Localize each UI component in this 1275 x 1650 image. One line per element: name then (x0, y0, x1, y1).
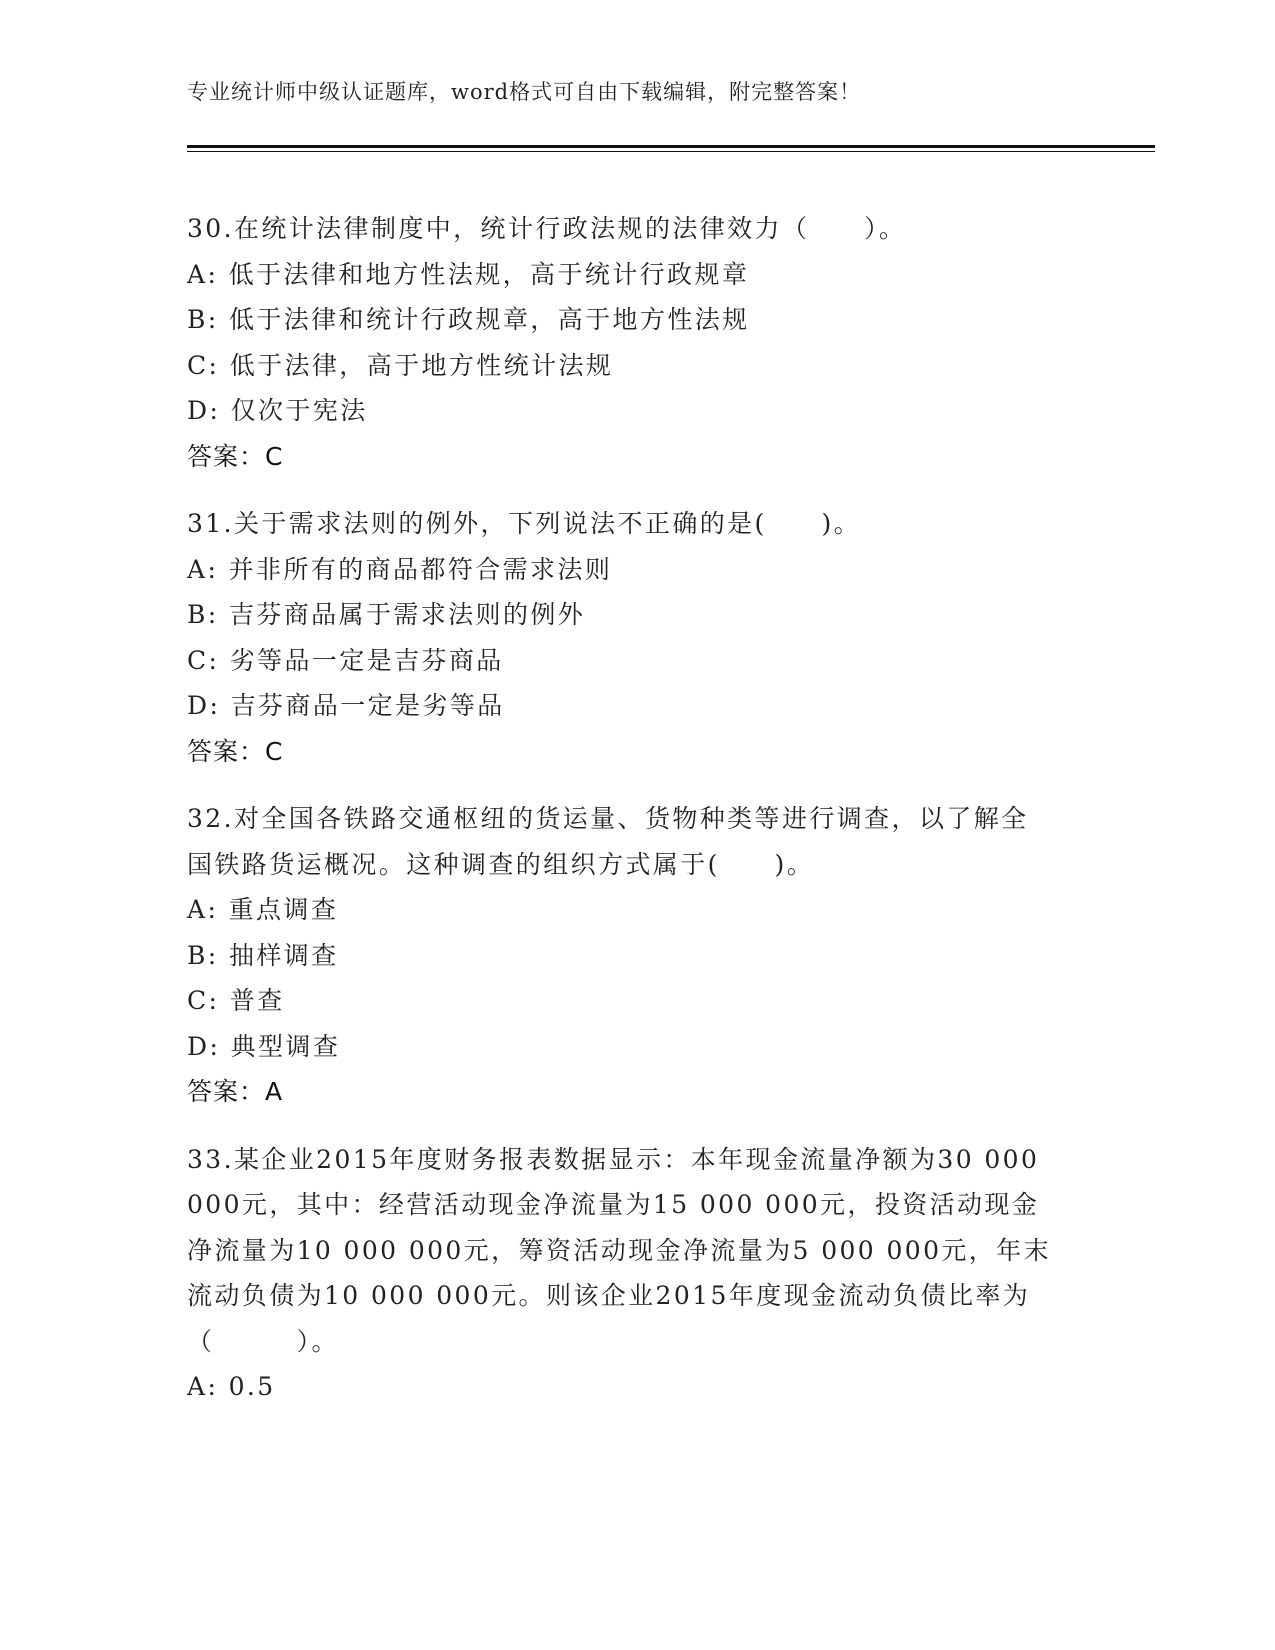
option-a: A: 低于法律和地方性法规，高于统计行政规章 (187, 259, 750, 289)
question-stem-line-3: 净流量为10 000 000元，筹资活动现金净流量为5 000 000元，年末 (187, 1235, 1051, 1265)
page-header: 专业统计师中级认证题库，word格式可自由下载编辑，附完整答案！ (187, 80, 862, 104)
question-stem-line-2: 000元，其中：经营活动现金净流量为15 000 000元，投资活动现金 (187, 1190, 1040, 1219)
header-rule-thick (187, 145, 1155, 148)
option-b: B: 抽样调查 (187, 940, 339, 970)
question-stem-line-1: 33.某企业2015年度财务报表数据显示：本年现金流量净额为30 000 (187, 1144, 1040, 1174)
question-32 (187, 796, 1087, 1115)
option-a: A: 重点调查 (187, 895, 339, 924)
option-b: B: 吉芬商品属于需求法则的例外 (187, 600, 586, 629)
option-d: D: 仅次于宪法 (187, 396, 368, 425)
question-30 (187, 206, 1087, 479)
question-stem-line-2: 国铁路货运概况。这种调查的组织方式属于( )。 (187, 849, 815, 879)
option-d: D: 典型调查 (187, 1031, 341, 1061)
question-stem-line-5: （ ）。 (187, 1326, 339, 1356)
question-stem-line-1: 32.对全国各铁路交通枢纽的货运量、货物种类等进行调查，以了解全 (187, 804, 1029, 833)
answer-line: 答案：C (187, 736, 284, 766)
answer-line: 答案：C (187, 441, 284, 471)
question-33 (187, 1137, 1087, 1410)
header-rule-thin (187, 151, 1155, 152)
question-stem: 31.关于需求法则的例外，下列说法不正确的是( )。 (187, 509, 862, 538)
option-a: A: 0.5 (187, 1372, 276, 1401)
answer-line: 答案：A (187, 1077, 284, 1106)
question-stem: 30.在统计法律制度中，统计行政法规的法律效力（ ）。 (187, 214, 907, 243)
option-c: C: 劣等品一定是吉芬商品 (187, 645, 504, 675)
option-c: C: 普查 (187, 986, 285, 1015)
option-a: A: 并非所有的商品都符合需求法则 (187, 554, 613, 584)
option-c: C: 低于法律，高于地方性统计法规 (187, 350, 614, 380)
option-d: D: 吉芬商品一定是劣等品 (187, 691, 505, 720)
question-list (187, 206, 1087, 1432)
option-b: B: 低于法律和统计行政规章，高于地方性法规 (187, 305, 750, 334)
question-stem-line-4: 流动负债为10 000 000元。则该企业2015年度现金流动负债比率为 (187, 1281, 1031, 1310)
question-31 (187, 501, 1087, 774)
